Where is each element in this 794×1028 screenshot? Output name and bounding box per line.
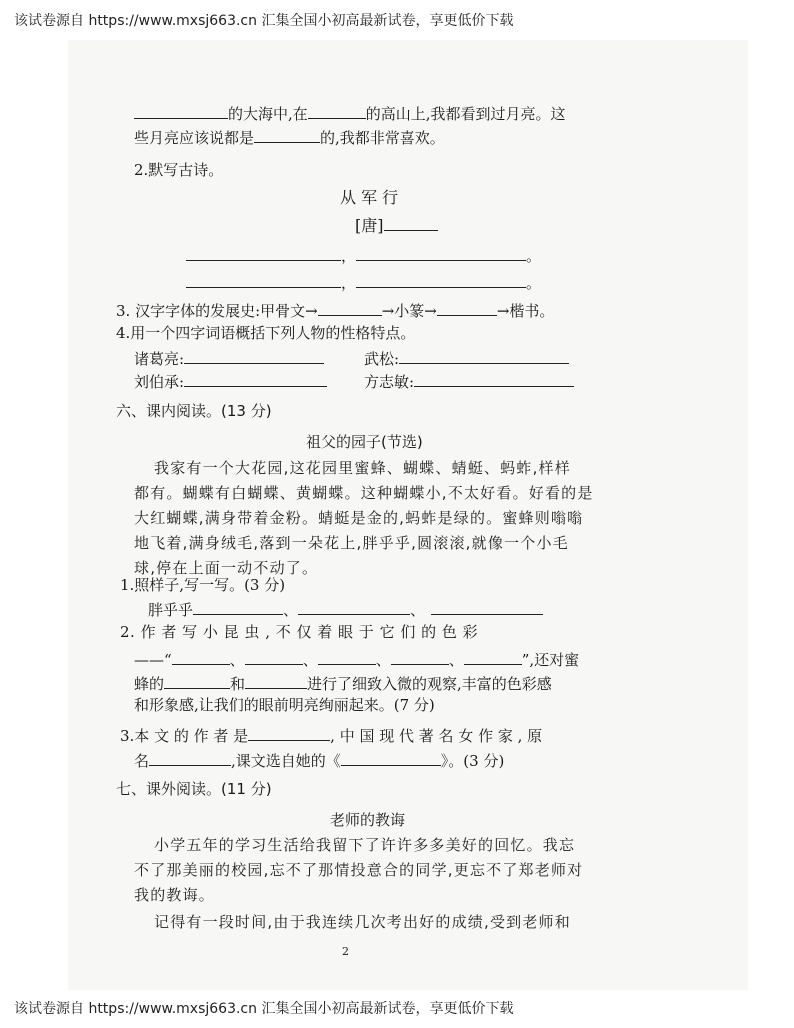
s6-q1-answer [148, 601, 543, 618]
blank [193, 601, 283, 615]
blank [341, 752, 441, 766]
blank [391, 651, 449, 665]
poem-line-1 [186, 247, 541, 264]
s6-q2-text-c: 进行了细致入微的观察,丰富的色彩感 [307, 675, 552, 693]
sep: 、 [283, 601, 299, 619]
q4-person-4: 方志敏: [364, 373, 415, 391]
blank [134, 105, 228, 119]
q4-person-3: 刘伯承: [134, 373, 185, 391]
q4-row-2b [364, 373, 574, 390]
q3-text-c: →楷书。 [496, 302, 555, 320]
poem-dynasty: [唐] [355, 216, 384, 235]
s6-q2-end: ”,还对蜜 [521, 651, 580, 669]
poem-period: 。 [526, 274, 542, 292]
blank [318, 651, 376, 665]
passage-line: 不了那美丽的校园,忘不了那情投意合的同学,更忘不了郑老师对 [134, 861, 584, 879]
s6-q2-text-a: 蜂的 [134, 675, 165, 693]
s6-q3-text-a: 3.本 文 的 作 者 是 [120, 727, 249, 745]
blank [186, 247, 341, 261]
blank [437, 302, 497, 316]
s6-q2-line1: 2. 作 者 写 小 昆 虫 , 不 仅 着 眼 于 它 们 的 色 彩 [120, 623, 479, 641]
blank [308, 105, 366, 119]
blank [149, 752, 231, 766]
s6-q3-text-c: 名 [134, 752, 150, 770]
passage-line: 球,停在上面一动不动了。 [134, 559, 319, 577]
poem-comma: ， [341, 274, 357, 292]
q4-person-1: 诸葛亮: [134, 350, 185, 368]
blank [254, 129, 320, 143]
q4-label: 4.用一个四字词语概括下列人物的性格特点。 [116, 324, 416, 342]
blank [164, 675, 230, 689]
passage-line: 我家有一个大花园,这花园里蜜蜂、蝴蝶、蜻蜓、蚂蚱,样样 [154, 459, 571, 477]
s6-q2-text-b: 和 [230, 675, 246, 693]
q4-row-2a [134, 373, 327, 390]
passage-line: 大红蝴蝶,满身带着金粉。蜻蜓是金的,蚂蚱是绿的。蜜蜂则嗡嗡 [134, 509, 584, 527]
q2-label: 2.默写古诗。 [134, 161, 224, 179]
section7-title: 老师的教诲 [330, 811, 406, 829]
q1-text-a: 的大海中,在 [228, 105, 308, 123]
passage-line: 小学五年的学习生活给我留下了许许多多美好的回忆。我忘 [154, 836, 576, 854]
s6-q3-text-b: , 中 国 现 代 著 名 女 作 家 , 原 [330, 727, 543, 745]
q1-text-b: 的高山上,我都看到过月亮。这 [365, 105, 566, 123]
q4-person-2: 武松: [364, 350, 400, 368]
blank [356, 247, 526, 261]
s6-q2-line2 [134, 651, 579, 668]
sep: 、 [375, 651, 391, 669]
blank [431, 601, 543, 615]
blank [245, 675, 307, 689]
q3-text-b: →小篆→ [381, 302, 437, 320]
s6-q1-label: 1.照样子,写一写。(3 分) [120, 576, 286, 594]
q1-text-d: 的,我都非常喜欢。 [320, 129, 445, 147]
poem-title: 从 军 行 [340, 188, 399, 207]
blank [298, 601, 410, 615]
blank [399, 350, 569, 364]
s6-q2-line4: 和形象感,让我们的眼前明亮绚丽起来。(7 分) [134, 696, 435, 714]
passage-line: 记得有一段时间,由于我连续几次考出好的成绩,受到老师和 [154, 913, 571, 931]
sep: 、 [448, 651, 464, 669]
blank [414, 373, 574, 387]
s6-q2-dash: ——“ [134, 651, 172, 669]
sep: 、 [302, 651, 318, 669]
watermark-bottom: 该试卷源自 https://www.mxsj663.cn 汇集全国小初高最新试卷，享更低价下载 [14, 1001, 514, 1017]
q3-line [116, 302, 554, 319]
blank [318, 302, 382, 316]
poem-period: 。 [526, 247, 542, 265]
poem-line-2 [186, 274, 541, 291]
q1-line2 [134, 129, 445, 146]
s6-q2-line3 [134, 675, 552, 692]
q3-text-a: 3. 汉字字体的发展史:甲骨文→ [116, 302, 318, 320]
watermark-top: 该试卷源自 https://www.mxsj663.cn 汇集全国小初高最新试卷，享更低价下载 [14, 13, 514, 29]
blank [248, 727, 330, 741]
blank [184, 350, 324, 364]
q1-text-c: 些月亮应该说都是 [134, 129, 255, 147]
page-number: 2 [342, 945, 349, 958]
section6-title: 祖父的园子(节选) [306, 433, 423, 451]
s6-q3-line1 [120, 727, 542, 744]
s6-q3-line2 [134, 752, 504, 769]
blank [184, 373, 327, 387]
passage-line: 地飞着,满身绒毛,落到一朵花上,胖乎乎,圆滚滚,就像一个小毛 [134, 534, 569, 552]
blank [384, 217, 438, 231]
poem-author-line [355, 217, 438, 234]
q4-row-1b [364, 350, 569, 367]
blank [356, 274, 526, 288]
s6-q3-text-e: 》。(3 分) [440, 752, 505, 770]
section7-heading: 七、课外阅读。(11 分) [116, 780, 272, 798]
blank [464, 651, 522, 665]
q4-row-1a [134, 350, 324, 367]
blank [172, 651, 230, 665]
blank [186, 274, 341, 288]
q1-line1 [134, 105, 566, 122]
passage-line: 我的教诲。 [134, 886, 216, 904]
s6-q3-text-d: ,课文选自她的《 [231, 752, 341, 770]
poem-comma: ， [341, 247, 357, 265]
sep: 、 [410, 601, 426, 619]
sep: 、 [229, 651, 245, 669]
section6-heading: 六、课内阅读。(13 分) [116, 402, 272, 420]
blank [245, 651, 303, 665]
passage-line: 都有。蝴蝶有白蝴蝶、黄蝴蝶。这种蝴蝶小,不太好看。好看的是 [134, 484, 594, 502]
s6-q1-example: 胖乎乎 [148, 601, 194, 619]
